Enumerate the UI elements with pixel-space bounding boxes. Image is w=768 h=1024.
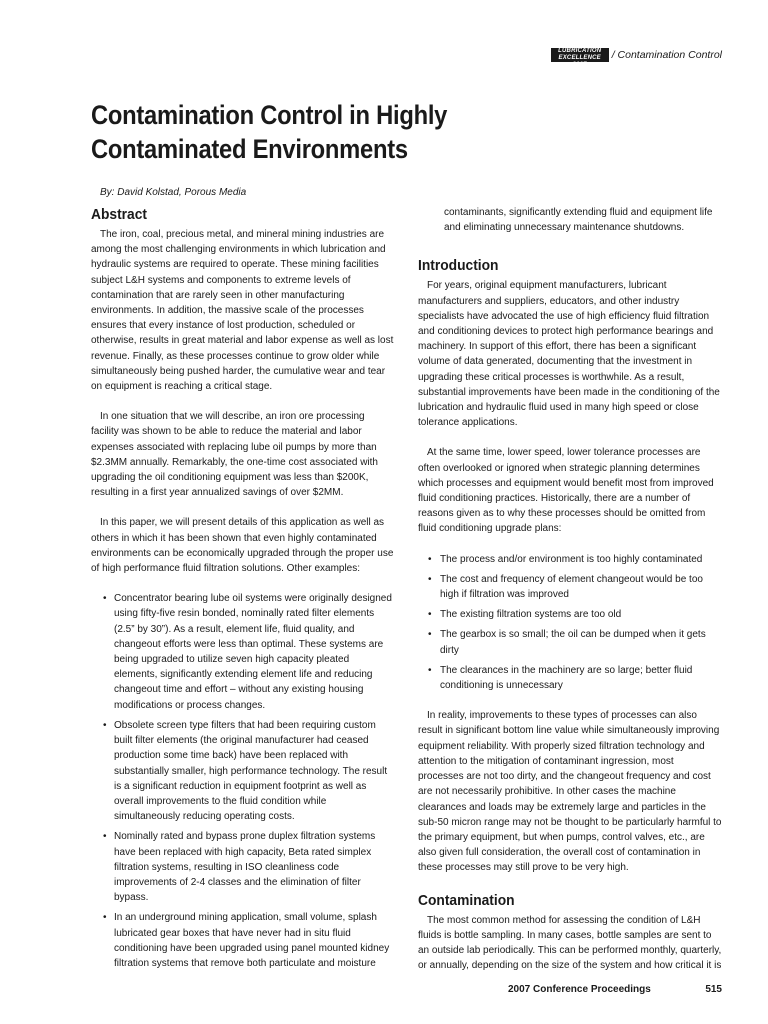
list-item-text: The existing filtration systems are too old (440, 609, 622, 621)
bullet-icon: • (428, 553, 432, 565)
left-column (91, 205, 395, 986)
running-header (551, 48, 722, 68)
bullet-icon: • (428, 629, 432, 641)
list-item (418, 607, 722, 622)
reasons-list (418, 552, 722, 694)
abstract-paragraph: In this paper, we will present details of this application as well as others in which it has been shown that even highly contaminated environments can be economically upgraded through the proper use of high performance fluid filtration solutions. Other examples: (91, 517, 394, 575)
examples-list (91, 591, 395, 971)
list-item-text: In an underground mining application, small volume, splash lubricated gear boxes that have never had in situ fluid conditioning have been upgraded using panel mounted kidney filtration systems that remove both particulate and moisture (114, 912, 390, 969)
list-item-text: Nominally rated and bypass prone duplex filtration systems have been replaced with high capacity, Beta rated simplex filtration systems, resulting in ISO cleanliness code improvements of 2-4 classes and the elimination of filter bypass. (114, 831, 376, 904)
list-item-text: The process and/or environment is too highly contaminated (440, 553, 703, 565)
bullet-icon: • (428, 573, 432, 585)
introduction-paragraph: In reality, improvements to these types of processes can also result in significant bottom line value while simultaneously improving equipment reliability. With properly sized filtration technology and attention to the mitigation of contaminant ingression, most processes are not too dirty, and the changeout frequency and cost are not necessarily prohibitive. In other cases the machine clearances and loads may be extremely large and particles in the sub-50 micron range may not be thought to be particularly harmful to the primary equipment, but when pumps, control valves, etc., are also given full consideration, the overall cost of contamination in these processes may still prove to be very high. (418, 710, 722, 874)
list-item (91, 829, 395, 905)
list-item (418, 627, 722, 657)
paper-title: Contamination Control in Highly Contaminated Environments (91, 100, 448, 164)
list-item-text: The clearances in the machinery are so large; better fluid conditioning is unnecessary (440, 664, 693, 692)
bullet-icon: • (103, 831, 107, 843)
bullet-icon: • (103, 912, 107, 924)
abstract-paragraph: In one situation that we will describe, an iron ore processing facility was shown to be able to reduce the material and labor expenses associated with replacing lube oil pumps by more than $2.3MM annually. Remarkably, the one-time cost associated with upgrading the oil conditioning equipment was less than $200K, resulting in a first year annualized savings of over $2MM. (91, 411, 378, 499)
introduction-paragraph: At the same time, lower speed, lower tolerance processes are often overlooked or ignored when strategic planning determines which processes and equipment would benefit most from improved fluid conditioning practices. Historically, there are a number of reasons given as to why these processes should be omitted from fluid conditioning upgrade plans: (418, 447, 714, 535)
page-number: 515 (705, 984, 722, 995)
list-item-text: The gearbox is so small; the oil can be dumped when it gets dirty (440, 629, 706, 656)
bullet-icon: • (103, 719, 107, 731)
list-item-text: The cost and frequency of element changeout would be too high if filtration was improved (440, 573, 703, 601)
list-item (418, 572, 722, 602)
contamination-heading: Contamination (418, 891, 515, 909)
introduction-paragraph: For years, original equipment manufacturers, lubricant manufacturers and suppliers, educators, and other industry specialists have advocated the use of high efficiency fluid filtration and conditioning devices to protect high performance bearings and machinery. In support of this effort, there has been a significant volume of data generated, documenting that the investment in upgrading these critical processes is worthwhile. As a result, substantial improvements have been made in the conditioning of the lubrication and hydraulic fluid used in many high speed or close tolerance applications. (418, 280, 720, 429)
abstract-paragraph: The iron, coal, precious metal, and mineral mining industries are among the most challenging environments in which lubrication and hydraulic systems are required to operate. These mining facilities subject L&H systems and components to extreme levels of contamination that are rarely seen in other manufacturing environments. In addition, the massive scale of the processes ensures that every instance of lost production, scheduled or otherwise, results in great material and labor expense as well as lost revenue. Finally, as these processes continue to grow older while simultaneously being pushed harder, the cumulative wear and tear on equipment is reaching a critical stage. (91, 229, 394, 393)
bullet-icon: • (428, 609, 432, 621)
right-column (418, 205, 722, 988)
conference-logo: LUBRICATION EXCELLENCE 2007 (551, 48, 609, 62)
list-item-text: Obsolete screen type filters that had been requiring custom built filter elements (the original manufacturer had ceased production some time back) have been replaced with substantially smaller, high performance technology. The result is a significant reduction in equipment footprint as well as overall improvements to the fluid condition while simultaneously reducing operating costs. (114, 719, 388, 823)
introduction-heading: Introduction (418, 257, 499, 275)
list-item (418, 552, 722, 567)
page-footer (508, 984, 722, 995)
bullet-icon: • (103, 593, 107, 605)
list-item (91, 591, 395, 713)
list-item-text: Concentrator bearing lube oil systems were originally designed using fifty-five resin bonded, nominally rated filter elements (2.5” by 30”). As a result, element life, fluid quality, and changeout efforts were less than optimal. These systems are being upgraded to utilize seven high capacity pleated elements, significantly extending element life and reducing changeout time and effort – without any existing housing modifications or process changes. (114, 593, 392, 711)
bullet-continuation: contaminants, significantly extending fluid and equipment life and eliminating unnecessary maintenance shutdowns. (444, 207, 713, 234)
running-title: / Contamination Control (611, 49, 722, 61)
list-item (91, 910, 395, 971)
byline: By: David Kolstad, Porous Media (100, 187, 247, 198)
list-item (91, 718, 395, 824)
abstract-heading: Abstract (91, 206, 147, 223)
bullet-icon: • (428, 664, 432, 676)
list-item (418, 663, 722, 693)
contamination-paragraph: The most common method for assessing the condition of L&H fluids is bottle sampling. In many cases, bottle samples are sent to an outside lab periodically. This can be performed monthly, quarterly, or annually, depending on the size of the system and how critical it is (418, 914, 722, 972)
proceedings-label: 2007 Conference Proceedings (508, 984, 651, 995)
